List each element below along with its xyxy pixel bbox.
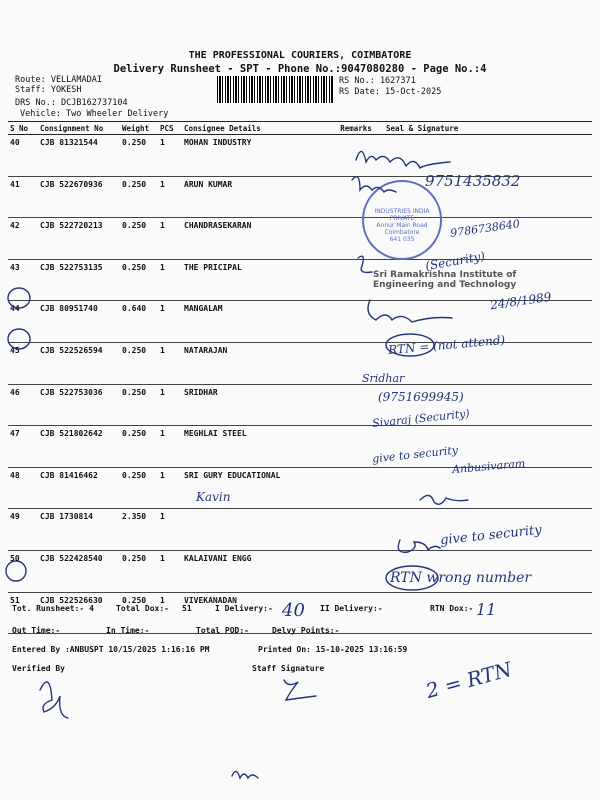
consignment-cell: CJB 80951740 (38, 301, 120, 343)
signature-row41 (352, 177, 396, 192)
total-dox-value: 51 (182, 604, 192, 613)
hw-row43-security: (Security) (424, 248, 487, 274)
hw-row46-phone: (9751699945) (378, 390, 464, 404)
hw-row51-rtn: RTN wrong number (390, 570, 532, 586)
stamp-line3: Coimbatore (384, 229, 420, 236)
pcs-cell: 1 (158, 176, 182, 218)
col-weight: Weight (120, 122, 158, 135)
sno-cell: 44 (8, 301, 38, 343)
weight-cell: 0.250 (120, 550, 158, 592)
staff-label: Staff: YOKESH (15, 85, 82, 95)
hw-row41-phone: 9751435832 (425, 172, 521, 190)
hw-row42-phone: 9786738640 (449, 217, 521, 240)
consignment-cell: CJB 522428540 (38, 550, 120, 592)
company-title: THE PROFESSIONAL COURIERS, COIMBATORE (188, 50, 412, 61)
signature-row49 (420, 495, 468, 504)
hw-row44-date: 24/8/1989 (489, 289, 553, 313)
circle-rtn-45 (386, 334, 434, 356)
consignee-cell: MANGALAM (182, 301, 328, 343)
hw-row48-name: Anbusivaram (451, 456, 526, 477)
consignment-cell: CJB 81416462 (38, 467, 120, 509)
institute-line1: Sri Ramakrishna Institute of (373, 270, 517, 280)
tot-runsheet: Tot. Runsheet:- 4 (12, 604, 94, 613)
total-dox-label: Total Dox:- (116, 604, 169, 613)
col-pcs: PCS (158, 122, 182, 135)
consignment-cell: CJB 522753036 (38, 384, 120, 426)
rs-date: RS Date: 15-Oct-2025 (339, 87, 442, 97)
staff-signature: Staff Signature (252, 664, 325, 673)
pcs-cell: 1 (158, 426, 182, 468)
hw-row46-name: Sridhar (362, 372, 405, 385)
hw-rtn-total: 2 = RTN (423, 657, 515, 703)
circle-sno-51 (6, 561, 26, 581)
consignment-cell: CJB 81321544 (38, 135, 120, 177)
rs-number: RS No.: 1627371 (339, 76, 416, 86)
weight-cell: 0.250 (120, 384, 158, 426)
consignment-cell: CJB 522720213 (38, 218, 120, 260)
col-seal: Seal & Signature (384, 122, 592, 135)
weight-cell: 0.250 (120, 426, 158, 468)
consignment-cell: CJB 522526630 (38, 592, 120, 634)
sno-cell: 43 (8, 259, 38, 301)
weight-cell: 0.250 (120, 176, 158, 218)
drs-number: DRS No.: DCJB162737104 (15, 98, 128, 108)
hw-i-delivery: 40 (282, 600, 305, 621)
pcs-cell: 1 (158, 509, 182, 551)
sno-cell: 40 (8, 135, 38, 177)
rtn-dox-label: RTN Dox:- (430, 604, 474, 613)
hw-row48-security: give to security (371, 443, 459, 466)
stamp-line1: INDUSTRIES INDIA PRIVATE (374, 208, 430, 222)
consignee-cell: NATARAJAN (182, 342, 328, 384)
weight-cell: 0.250 (120, 259, 158, 301)
entered-by: Entered By :ANBUSPT 10/15/2025 1:16:16 PM (12, 645, 210, 654)
verified-by: Verified By (12, 664, 65, 673)
sno-cell: 46 (8, 384, 38, 426)
hw-row45-rtn: RTN = (not attend) (387, 332, 506, 358)
i-delivery-label: I Delivery:- (215, 604, 273, 613)
signature-verified (40, 682, 68, 718)
weight-cell: 0.250 (120, 218, 158, 260)
consignment-cell: CJB 1730814 (38, 509, 120, 551)
printed-on: Printed On: 15-10-2025 13:16:59 (258, 645, 408, 654)
ii-delivery-label: II Delivery:- (320, 604, 383, 613)
pcs-cell: 1 (158, 550, 182, 592)
hw-row50-security: give to security (439, 522, 543, 549)
hw-row47-security: Sivaraj (Security) (371, 406, 471, 431)
consignee-cell: MOHAN INDUSTRY (182, 135, 328, 177)
sno-cell: 41 (8, 176, 38, 218)
out-time-label: Out Time:- (12, 626, 61, 635)
pcs-cell: 1 (158, 342, 182, 384)
vehicle-label: Vehicle: Two Wheeler Delivery (20, 109, 169, 119)
consignee-cell: SRI GURY EDUCATIONAL (182, 467, 328, 509)
col-consignee: Consignee Details (182, 122, 328, 135)
consignee-cell: ARUN KUMAR (182, 176, 328, 218)
consignee-cell: KALAIVANI ENGG (182, 550, 328, 592)
stamp-line4: 641 035 (389, 236, 415, 243)
institute-line2: Engineering and Technology (373, 280, 517, 290)
col-consignment: Consignment No (38, 122, 120, 135)
col-remarks: Remarks (328, 122, 384, 135)
bottom-scribble (232, 771, 258, 778)
pcs-cell: 1 (158, 301, 182, 343)
col-sno: S No (8, 122, 38, 135)
weight-cell: 0.640 (120, 301, 158, 343)
weight-cell: 0.250 (120, 135, 158, 177)
sno-cell: 42 (8, 218, 38, 260)
consignee-cell: MEGHLAI STEEL (182, 426, 328, 468)
pcs-cell: 1 (158, 218, 182, 260)
delvy-points-label: Delvy Points:- (272, 626, 340, 635)
consignee-cell: VIVEKANADAN (182, 592, 328, 634)
route-label: Route: VELLAMADAI (15, 75, 102, 85)
hw-row49-name: Kavin (196, 490, 231, 504)
sno-cell: 48 (8, 467, 38, 509)
consignee-cell: THE PRICIPAL (182, 259, 328, 301)
sno-cell: 51 (8, 592, 38, 634)
pcs-cell: 1 (158, 259, 182, 301)
circle-sno-44 (8, 288, 30, 308)
weight-cell: 0.250 (120, 592, 158, 634)
signature-row40 (356, 151, 450, 168)
signature-staff (284, 680, 316, 700)
weight-cell: 0.250 (120, 467, 158, 509)
pcs-cell: 1 (158, 592, 182, 634)
consignment-cell: CJB 522753135 (38, 259, 120, 301)
pcs-cell: 1 (158, 384, 182, 426)
consignee-cell: SRIDHAR (182, 384, 328, 426)
weight-cell: 0.250 (120, 342, 158, 384)
sno-cell: 47 (8, 426, 38, 468)
in-time-label: In Time:- (106, 626, 150, 635)
signature-row43 (358, 256, 372, 272)
pcs-cell: 1 (158, 467, 182, 509)
consignment-cell: CJB 522670936 (38, 176, 120, 218)
consignee-cell: CHANDRASEKARAN (182, 218, 328, 260)
total-pod-label: Total POD:- (196, 626, 249, 635)
consignment-cell: CJB 521802642 (38, 426, 120, 468)
pcs-cell: 1 (158, 135, 182, 177)
sno-cell: 45 (8, 342, 38, 384)
stamp-line2: Annur Main Road (376, 222, 428, 229)
circle-sno-45 (8, 329, 30, 349)
hw-rtn-dox: 11 (476, 600, 497, 619)
consignment-cell: CJB 522526594 (38, 342, 120, 384)
circle-rtn-51 (386, 566, 438, 590)
weight-cell: 2.350 (120, 509, 158, 551)
sno-cell: 49 (8, 509, 38, 551)
signature-row44 (368, 300, 452, 322)
runsheet-title: Delivery Runsheet - SPT - Phone No.:9047080280 - Page No.:4 (113, 63, 487, 75)
signature-row50 (398, 540, 440, 552)
sno-cell: 50 (8, 550, 38, 592)
